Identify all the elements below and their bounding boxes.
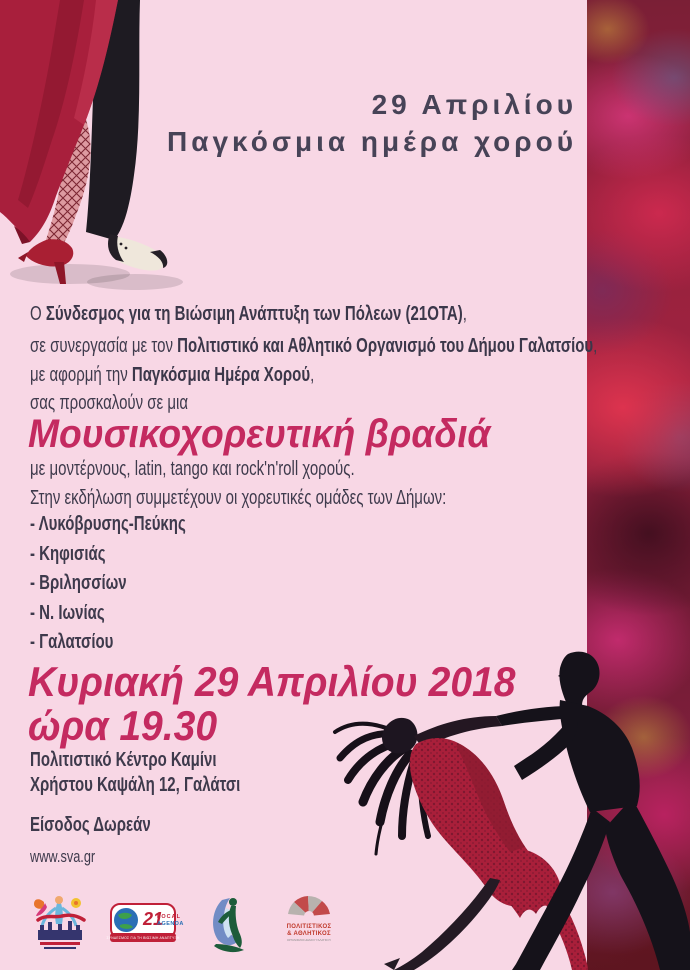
venue-name: Πολιτιστικό Κέντρο Καμίνι — [30, 749, 217, 771]
venue-info — [30, 748, 240, 798]
amphitheater-icon — [288, 896, 330, 921]
poster-title-line1: 29 Απριλίου — [371, 89, 577, 120]
participant-municipality: - Ν. Ιωνίας — [30, 601, 105, 624]
cultural-logo-line3: ΟΡΓΑΝΙΣΜΟΣ ΔΗΜΟΥ ΓΑΛΑΤΣΙΟΥ — [286, 938, 332, 942]
agenda21-word2: AGENDA — [157, 921, 184, 927]
intro-line-3-bold: Παγκόσμια Ημέρα Χορού — [131, 364, 311, 386]
man-silhouette — [512, 652, 690, 970]
event-heading: Μουσικοχορευτική βραδιά — [28, 412, 491, 456]
participant-municipality: - Γαλατσίου — [30, 631, 114, 653]
intro-line-4: σας προσκαλούν σε μια — [30, 392, 189, 414]
city-skyline — [38, 930, 82, 940]
agenda21-banner-text: ΣΥΝΔΕΣΜΟΣ ΓΙΑ ΤΗ ΒΙΩΣΙΜΗ ΑΝΑΠΤΥΞΗ — [106, 936, 180, 941]
participant-municipality: - Κηφισιάς — [30, 542, 106, 565]
sponsor-logos-row — [32, 893, 334, 959]
event-subtitle: με μοντέρνους, latin, tango και rock'n'roll χορούς. — [30, 458, 355, 480]
intro-line-1-text: Ο — [30, 303, 46, 325]
cultural-athletic-organization-logo — [284, 894, 334, 958]
intro-line-1-bold: Σύνδεσμος για τη Βιώσιμη Ανάπτυξη των Πόλεων (21ΟΤΑ) — [45, 303, 463, 325]
admission-note: Είσοδος Δωρεάν — [30, 814, 151, 836]
intro-line-2-text: σε συνεργασία με τον — [30, 335, 178, 357]
local-agenda-21-logo — [106, 903, 184, 949]
tango-legs-photo — [0, 0, 195, 300]
red-high-heel — [26, 239, 73, 266]
intro-line-1: Ο Σύνδεσμος για τη Βιώσιμη Ανάπτυξη των Πόλεων (21ΟΤΑ), — [30, 303, 467, 325]
participants-intro: Στην εκδήλωση συμμετέχουν οι χορευτικές ομάδες των Δήμων: — [30, 487, 447, 509]
venue-address: Χρήστου Καψάλη 12, Γαλάτσι — [30, 774, 241, 796]
floor-shadow — [87, 274, 183, 290]
intro-line-2-bold: Πολιτιστικό και Αθλητικό Οργανισμό του Δήμου Γαλατσίου — [177, 335, 594, 357]
galatsi-dancer-emblem — [206, 894, 250, 958]
intro-line-3: με αφορμή την Παγκόσμια Ημέρα Χορού, — [30, 364, 315, 386]
cultural-logo-line2: & ΑΘΛΗΤΙΚΟΣ — [287, 931, 331, 937]
agenda21-number: 21 — [143, 909, 164, 929]
poster-title — [167, 86, 577, 160]
agenda21-word1: LOCAL — [157, 914, 181, 920]
website-text: www.sva.gr — [30, 847, 96, 866]
poster-title-line2: Παγκόσμια ημέρα χορού — [167, 126, 577, 157]
woman-front-leg — [394, 878, 500, 970]
participants-list — [30, 514, 186, 662]
event-date-heading — [28, 660, 515, 748]
cultural-logo-line1: ΠΟΛΙΤΙΣΤΙΚΟΣ — [286, 924, 332, 930]
intro-line-2: σε συνεργασία με τον Πολιτιστικό και Αθλητικό Οργανισμό του Δήμου Γαλατσίου, — [30, 335, 598, 357]
event-date-line: Κυριακή 29 Απριλίου 2018 — [28, 658, 516, 705]
participant-municipality: - Λυκόβρυσης-Πεύκης — [30, 513, 186, 535]
participant-municipality: - Βριλησσίων — [30, 572, 127, 594]
event-time-line: ώρα 19.30 — [28, 702, 218, 749]
dance-festival-logo — [32, 894, 88, 958]
butterfly-icon — [34, 899, 47, 916]
intro-line-3-text: με αφορμή την — [30, 364, 132, 386]
